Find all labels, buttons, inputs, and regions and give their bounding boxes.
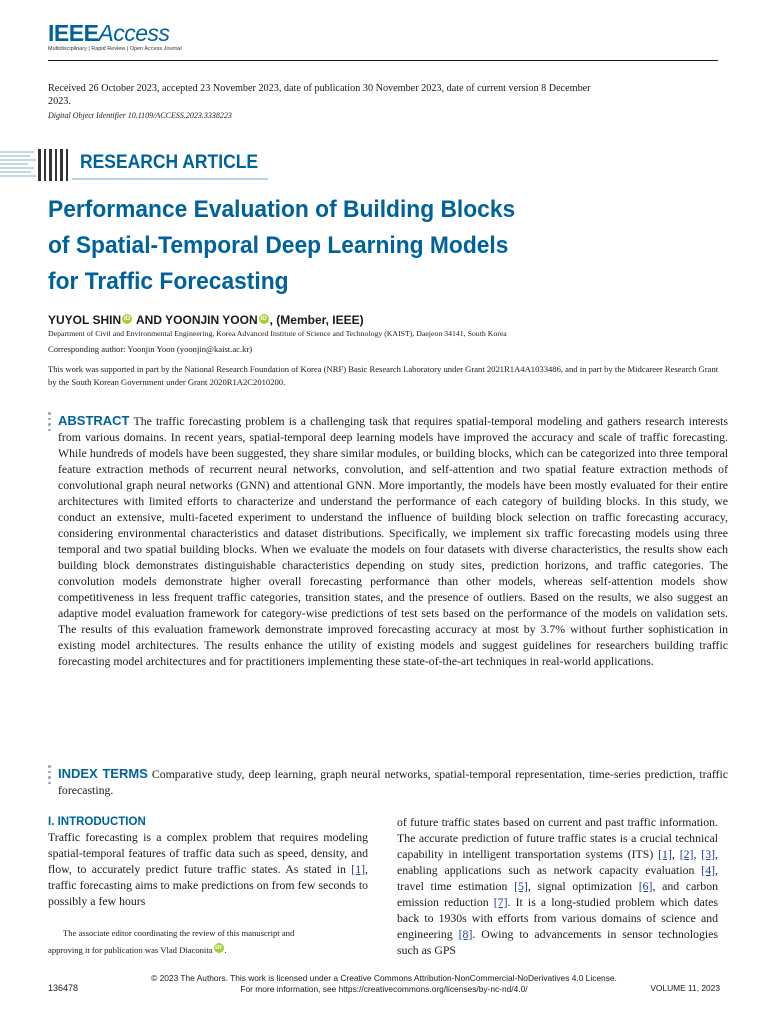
author-list — [48, 313, 364, 327]
citation-link[interactable]: [8] — [458, 927, 473, 941]
intro-text: , travel time estimation — [397, 863, 718, 893]
paper-title: Performance Evaluation of Building Blocks of Spatial-Temporal Deep Learning Models for Traffic Forecasting — [48, 196, 516, 295]
intro-text: , enabling applications such as network capacity evaluation — [397, 847, 718, 877]
doi: Digital Object Identifier 10.1109/ACCESS.2023.3338223 — [48, 111, 232, 120]
section-heading: I. INTRODUCTION — [48, 816, 146, 828]
author-1: YUYOL SHIN — [48, 313, 122, 327]
index-terms-marker-dots — [48, 765, 51, 787]
citation-link[interactable]: [5] — [514, 879, 528, 893]
intro-text: , — [671, 847, 680, 861]
intro-text: , traffic forecasting aims to make predictions on from few seconds to possibly a few hours — [48, 862, 368, 908]
footnote-line — [48, 942, 368, 959]
citation-link[interactable]: [2] — [679, 847, 694, 861]
citation-link[interactable]: [6] — [638, 879, 653, 893]
citation-link[interactable]: [4] — [701, 863, 716, 877]
citation-link[interactable]: [1] — [351, 862, 366, 876]
intro-text: Traffic forecasting is a complex problem that requires modeling spatial-temporal features of traffic data such as speed, density, and flow, to accurately predict future traffic states. As stated in — [48, 830, 368, 876]
abstract-text: The traffic forecasting problem is a challenging task that requires spatial-temporal modeling and gathers research interests from various domains. In recent years, spatial-temporal deep learning models have improved the accuracy and scale of traffic forecasting. While hundreds of models have been suggested, they share similar modules, or building blocks, which can be categorized into three temporal feature extraction methods of recurrent neural networks, convolution, and self-attention and two spatial feature extraction methods of convolutional graph neural networks (GNN) and attentional GNN. More importantly, the models have been mostly evaluated for their entire architectures with limited efforts to characterize and understand the performance of each category of building blocks. In this study, we conduct an extensive, multi-faceted experiment to understand the influence of building block selection on traffic forecasting accuracy, considering environmental characteristics and dataset distributions. Specifically, we implement six traffic forecasting models using three temporal and two spatial building blocks. When we evaluate the models on four datasets with diverse characteristics, the results show each building block demonstrates distinguishable characteristics depending on study sites, prediction horizons, and traffic categories. The convolution models demonstrate higher overall forecasting performance than other models, whereas self-attention models show competitiveness in less frequent traffic categories, transition states, and the presence of outliers. Based on the results, we also suggest an adaptive model evaluation framework for category-wise predictions of test sets based on the performance of the models on validation sets. The results of this evaluation framework demonstrate improved forecasting accuracy at most by 3.7% without further sophistication in existing model architectures. The results enhance the utility of existing models and suggest guidelines for researchers building traffic forecasting model architectures and for practitioners implementing these state-of-the-art techniques in real-world applications. — [58, 414, 728, 668]
article-type-label: RESEARCH ARTICLE — [80, 152, 259, 173]
orcid-icon[interactable]: iD — [260, 315, 267, 322]
intro-left-column — [48, 829, 368, 909]
intro-text: of future traffic states based on current and past traffic information. The accurate prediction of future traffic states is a crucial technical capability in intelligent transportation systems (ITS) — [397, 815, 718, 861]
intro-text: , and carbon emission reduction — [397, 879, 718, 909]
journal-logo — [48, 20, 170, 47]
affiliation: Department of Civil and Environmental Engineering, Korea Advanced Institute of Science and Technology (KAIST), Daejeon 34141, South Korea — [48, 329, 507, 338]
funding-statement: This work was supported in part by the National Research Foundation of Korea (NRF) Basic Research Laboratory under Grant 2021R1A4A1033486, and in part by the Midcareer Research Grant by the South Korean Government under Grant 2020R1A2C2010200. — [48, 364, 719, 387]
author-joiner: AND — [133, 313, 166, 327]
volume-info: VOLUME 11, 2023 — [650, 983, 720, 993]
intro-right-column — [397, 814, 718, 958]
page-number: 136478 — [48, 983, 79, 993]
intro-text: . It is a long-studied problem which dates back to 1930s with efforts from various domains of science and engineering — [397, 895, 718, 941]
received-dates: Received 26 October 2023, accepted 23 November 2023, date of publication 30 November 2023, date of current version 8 December 2023. — [48, 83, 591, 107]
index-terms — [58, 766, 728, 798]
footnote-line: The associate editor coordinating the review of this manuscript and — [63, 928, 295, 938]
intro-text: , signal optimization — [527, 879, 639, 893]
citation-link[interactable]: [3] — [701, 847, 716, 861]
author-membership: , (Member, IEEE) — [269, 313, 364, 327]
abstract — [58, 413, 728, 669]
license-link[interactable]: For more information, see https://creativecommons.org/licenses/by-nc-nd/4.0/ — [240, 984, 528, 994]
logo-ieee: IEEE — [48, 20, 99, 46]
index-terms-label: INDEX TERMS — [58, 766, 148, 781]
footnote-text: . — [224, 944, 227, 955]
abstract-label: ABSTRACT — [58, 413, 130, 428]
intro-text: . Owing to advancements in sensor technologies such as GPS — [397, 927, 718, 957]
citation-link[interactable]: [1] — [658, 847, 672, 861]
orcid-icon[interactable]: iD — [123, 315, 131, 322]
citation-link[interactable]: [7] — [493, 895, 508, 909]
logo-tagline: Multidisciplinary | Rapid Review | Open Access Journal — [48, 46, 182, 52]
abstract-marker-dots — [48, 412, 51, 434]
editor-footnote — [48, 925, 368, 958]
index-terms-text: Comparative study, deep learning, graph neural networks, spatial-temporal representation, time-series prediction, traffic forecasting. — [58, 767, 729, 797]
orcid-icon[interactable]: iD — [215, 943, 222, 951]
logo-access: Access — [98, 20, 170, 46]
header-divider — [48, 60, 718, 61]
author-2: YOONJIN YOON — [165, 313, 258, 327]
footnote-text: approving it for publication was Vlad Diaconita — [48, 944, 213, 955]
intro-text: , — [693, 847, 702, 861]
corresponding-author: Corresponding author: Yoonjin Yoon (yoonjin@kaist.ac.kr) — [48, 344, 253, 354]
license-line: © 2023 The Authors. This work is licensed under a Creative Commons Attribution-NonCommercial-NoDerivatives 4.0 License. — [151, 973, 617, 983]
